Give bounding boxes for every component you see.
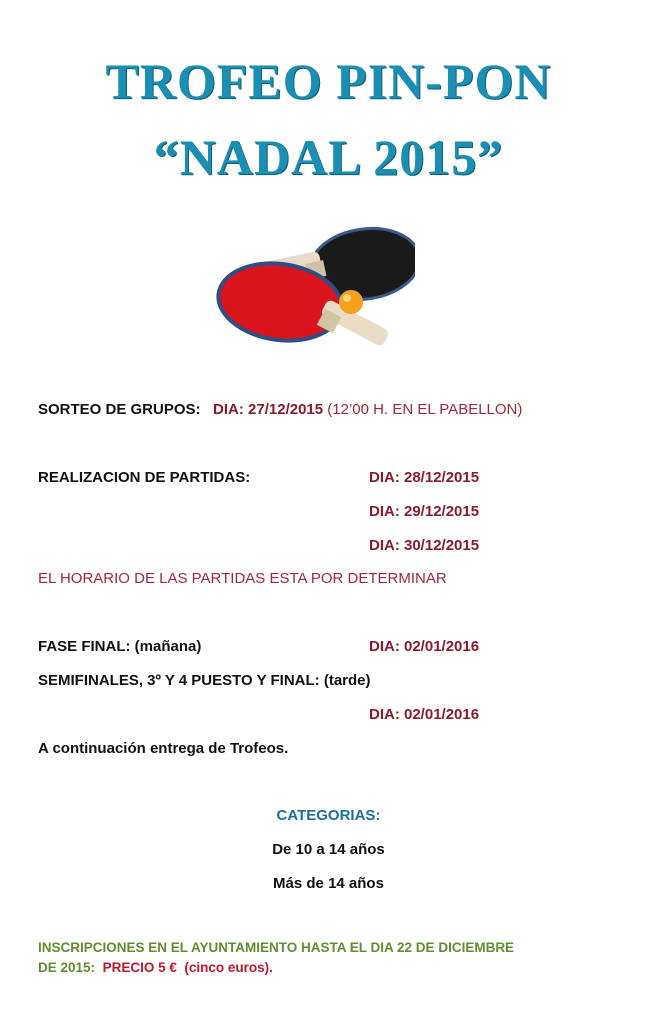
realizacion-date-3: DIA: 30/12/2015	[369, 537, 480, 554]
sorteo-note: (12’00 H. EN EL PABELLON)	[327, 401, 523, 418]
categoria-item-2: Más de 14 años	[273, 875, 384, 892]
fase-final-label: FASE FINAL: (mañana)	[38, 638, 202, 655]
entrega-text: A continuación entrega de Trofeos.	[38, 740, 289, 757]
precio-note: (cinco euros).	[184, 960, 273, 975]
poster-subtitle: “NADAL 2015”	[153, 129, 504, 185]
sorteo-row	[38, 401, 522, 418]
inscripciones-line1: INSCRIPCIONES EN EL AYUNTAMIENTO HASTA EL DIA 22 DE DICIEMBRE	[38, 940, 515, 955]
poster-title: TROFEO PIN-PON	[105, 53, 552, 109]
realizacion-date-2: DIA: 29/12/2015	[369, 503, 480, 520]
precio: PRECIO 5 €	[102, 960, 177, 975]
semifinales-date: DIA: 02/01/2016	[369, 706, 480, 723]
horario-note: EL HORARIO DE LAS PARTIDAS ESTA POR DETERMINAR	[38, 570, 447, 587]
semifinales-label: SEMIFINALES, 3º Y 4 PUESTO Y FINAL: (tarde)	[38, 672, 371, 689]
categorias-heading: CATEGORIAS:	[276, 807, 381, 824]
sorteo-label: SORTEO DE GRUPOS:	[38, 401, 201, 418]
realizacion-label: REALIZACION DE PARTIDAS:	[38, 469, 251, 486]
inscripciones-prefix: DE 2015:	[38, 960, 96, 975]
inscripciones-line2	[38, 960, 273, 975]
fase-final-date: DIA: 02/01/2016	[369, 638, 480, 655]
categoria-item-1: De 10 a 14 años	[272, 841, 385, 858]
sorteo-date: DIA: 27/12/2015	[213, 401, 324, 418]
realizacion-date-1: DIA: 28/12/2015	[369, 469, 480, 486]
ping-pong-paddles-icon	[215, 222, 415, 357]
